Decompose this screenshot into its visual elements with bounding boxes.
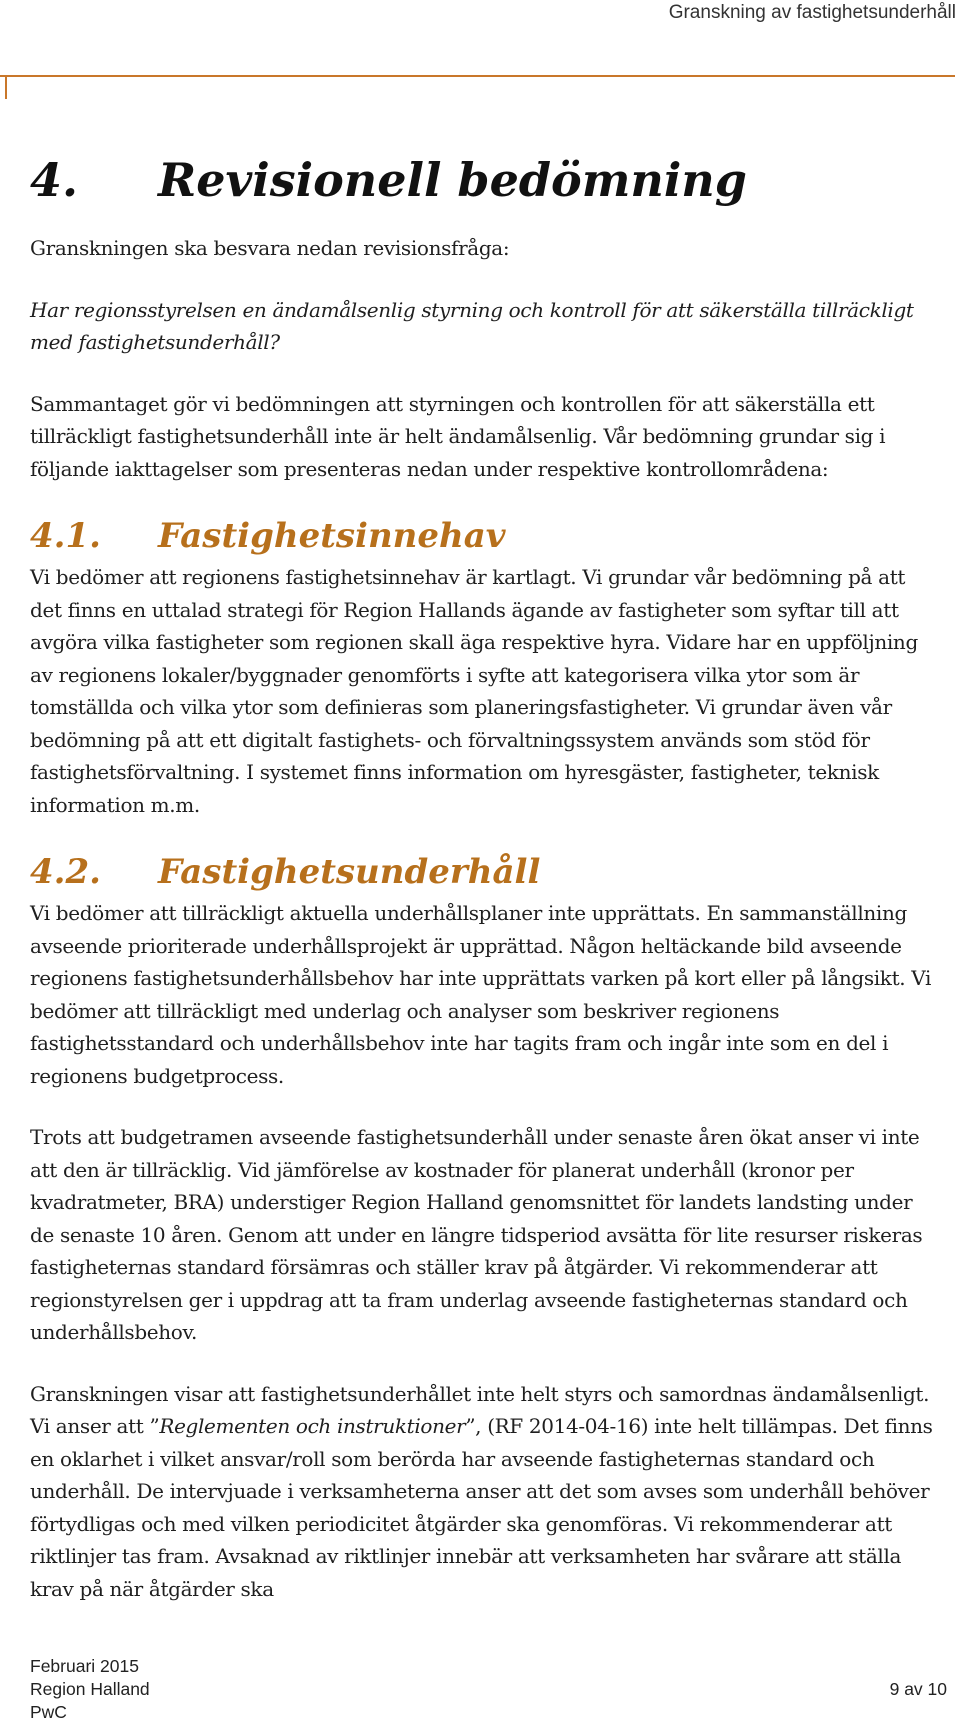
section-title: Fastighetsunderhåll — [158, 852, 541, 892]
footer-client: Region Halland — [30, 1679, 150, 1699]
section-number: 4.1. — [30, 516, 101, 556]
fastighetsinnehav-paragraph: Vi bedömer att regionens fastighetsinnehav är kartlagt. Vi grundar vår bedömning på att det finns en uttalad strategi för Region Hallands ägande av fastigheter som syftar till att avgöra vilka fastigheter som regionen skall äga respektive hyra. Vidare har en uppföljning av regionens lokaler/byggnader genomförts i syfte att kategorisera vilka ytor som är tomställda och vilka ytor som definieras som planeringsfastigheter. Vi grundar även vår bedömning på att ett digitalt fastighets- och förvaltningssystem används som stöd för fastighetsförvaltning. I systemet finns information om hyresgäster, fastigheter, teknisk information m.m. — [30, 565, 918, 817]
cited-document-title: Reglementen och instruktioner — [159, 1414, 466, 1438]
section-title: Fastighetsinnehav — [158, 516, 506, 556]
audit-question: Har regionsstyrelsen en ändamålsenlig styrning och kontroll för att säkerställa tillräckligt med fastighetsunderhåll? — [30, 297, 914, 354]
section-heading-4-1 — [30, 515, 940, 557]
section-heading-4 — [30, 150, 940, 210]
underhall-paragraph-3 — [30, 1378, 940, 1606]
running-header-title: Granskning av fastighetsunderhåll — [668, 2, 956, 23]
footer-date: Februari 2015 — [30, 1656, 139, 1676]
page-content — [30, 150, 940, 1634]
summary-paragraph: Sammantaget gör vi bedömningen att styrningen och kontrollen för att säkerställa ett tillräckligt fastighetsunderhåll inte är helt ändamålsenlig. Vår bedömning grundar sig i följande iakttagelser som presenteras nedan under respektive kontrollområdena: — [30, 391, 886, 481]
section-heading-4-2 — [30, 851, 940, 893]
page-number: 9 av 10 — [889, 1679, 947, 1699]
section-title: Revisionell bedömning — [158, 153, 747, 207]
section-number: 4. — [30, 153, 79, 207]
header-rule — [0, 75, 955, 77]
header-tick — [5, 75, 7, 99]
footer-left — [30, 1655, 150, 1724]
intro-paragraph: Granskningen ska besvara nedan revisionsfråga: — [30, 236, 510, 260]
paragraph-text: Granskningen visar att fastighetsunderhållet inte helt styrs och samordnas ändamålsenligt. Vi anser att ” — [30, 1381, 930, 1438]
underhall-paragraph-1: Vi bedömer att tillräckligt aktuella underhållsplaner inte upprättats. En sammanställning avseende prioriterade underhållsprojekt är upprättad. Någon heltäckande bild avseende regionens fastighetsunderhållsbehov har inte upprättats varken på kort eller på långsikt. Vi bedömer att tillräckligt med underlag och analyser som beskriver regionens fastighetsstandard och underhållsbehov inte har tagits fram och ingår inte som en del i regionens budgetprocess. — [30, 901, 932, 1088]
paragraph-text: ”, (RF 2014-04-16) inte helt tillämpas. Det finns en oklarhet i vilket ansvar/roll som berörda har avseende fastigheternas standard och underhåll. De intervjuade i verksamheterna anser att det som avses som underhåll behöver förtydligas och med vilken periodicitet åtgärder ska genomföras. Vi rekommenderar att riktlinjer tas fram. Avsaknad av riktlinjer innebär att verksamheten har svårare att ställa krav på när åtgärder ska — [30, 1414, 933, 1601]
section-number: 4.2. — [30, 852, 101, 892]
underhall-paragraph-2: Trots att budgetramen avseende fastighetsunderhåll under senaste åren ökat anser vi inte att den är tillräcklig. Vid jämförelse av kostnader för planerat underhåll (kronor per kvadratmeter, BRA) understiger Region Halland genomsnittet för landets landsting under de senaste 10 åren. Genom att under en längre tidsperiod avsätta för lite resurser riskeras fastigheternas standard försämras och ställer krav på åtgärder. Vi rekommenderar att regionstyrelsen ger i uppdrag att ta fram underlag avseende fastigheternas standard och underhållsbehov. — [30, 1125, 923, 1344]
footer-firm: PwC — [30, 1702, 67, 1722]
